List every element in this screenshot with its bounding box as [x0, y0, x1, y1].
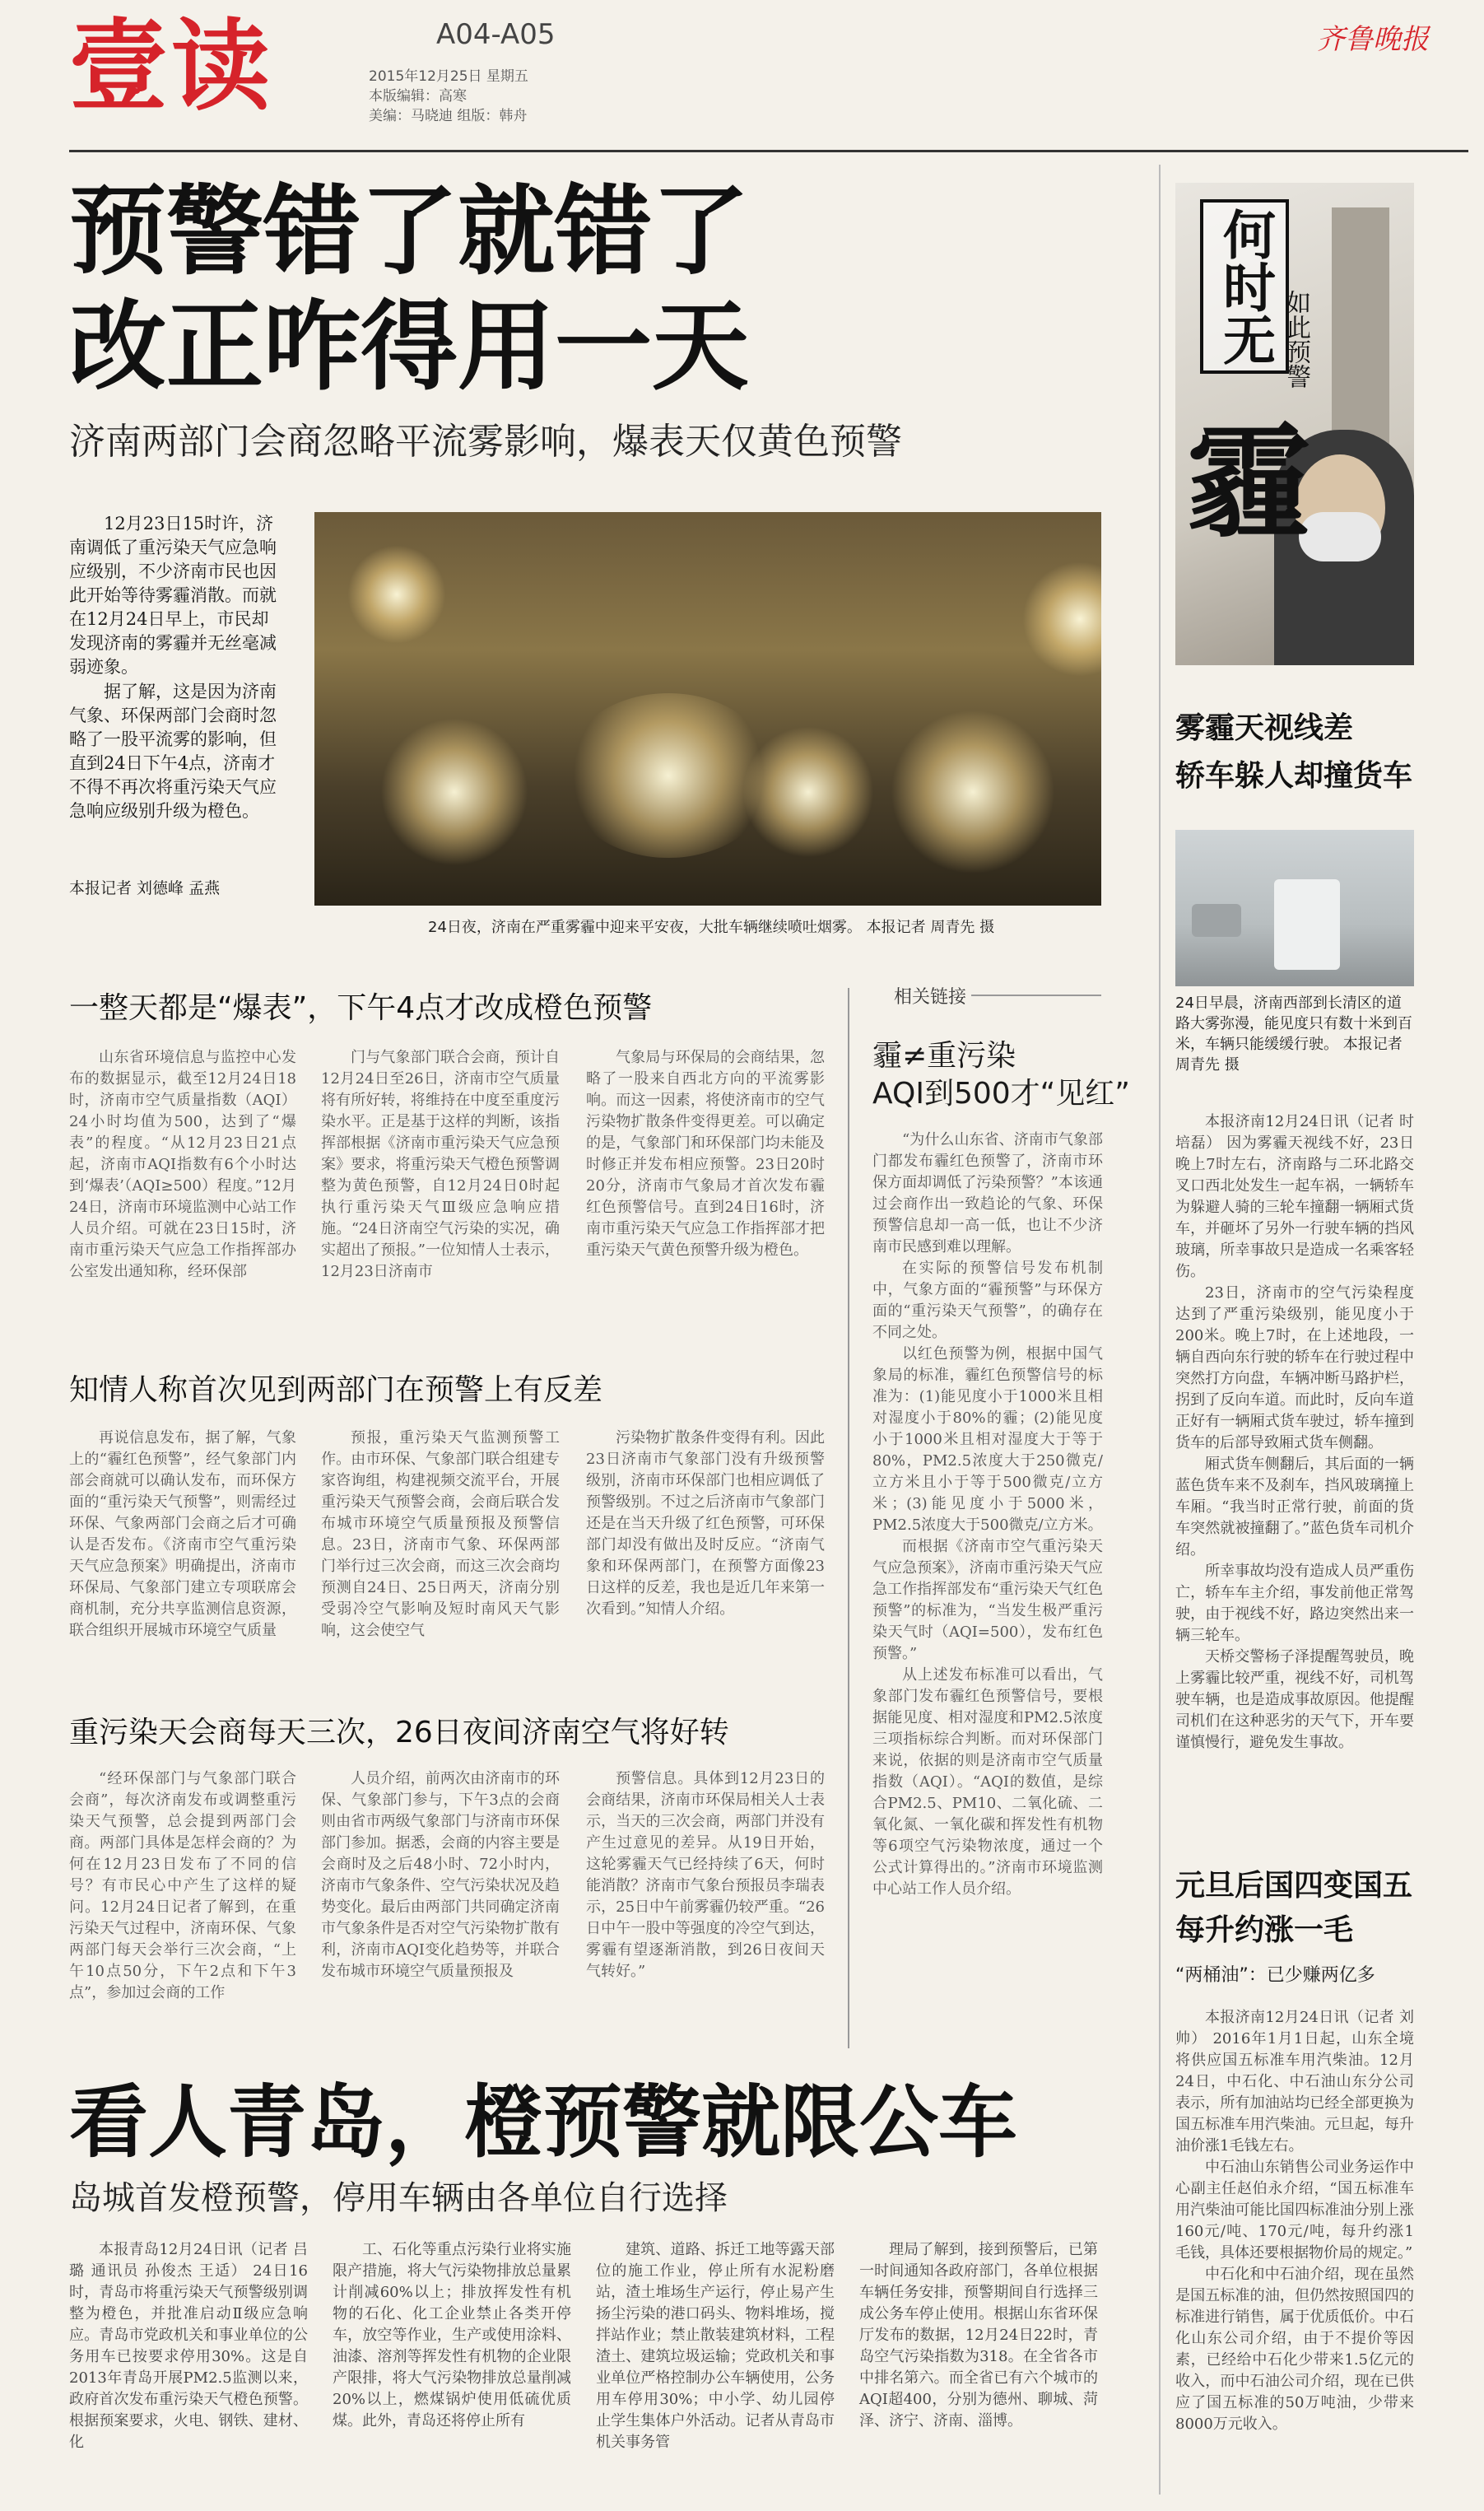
story1-body: 本报济南12月24日讯（记者 时培磊） 因为雾霾天视线不好，23日晚上7时左右，济南路与二环北路交叉口西北处发生一起车祸，一辆轿车为躲避人骑的三轮车撞翻一辆厢式货车，并砸坏了另外一行驶车辆的挡风玻璃，所幸事故只是造成一名乘客轻伤。 23日，济南市的空气污染程度达到了严重污染级别，能见度小于200米。晚上7时，在上述地段，一辆自西向东行驶的轿车在行驶过程中突然打方向盘，车辆冲断马路护栏，拐到了反向车道。而此时，反向车道正好有一辆厢式货车驶过，轿车撞到货车的后部导致厢式货车侧翻。 厢式货车侧翻后，其后面的一辆蓝色货车来不及刹车，挡风玻璃撞上车厢。“我当时正常行驶，前面的货车突然就被撞翻了。”蓝色货车司机介绍。 所幸事故均没有造成人员严重伤亡，轿车车主介绍，事发前他正常驾驶，由于视线不好，路边突然出来一辆三轮车。 天桥交警杨子泽提醒驾驶员，晚上雾霾比较严重，视线不好，司机驾驶车辆，也是造成事故原因。他提醒司机们在这种恶劣的天气下，开车要谨慎慢行，避免发生事故。 [1175, 1113, 1414, 1751]
section-1-col-1: 山东省环境信息与监控中心发布的数据显示，截至12月24日18时，济南市空气质量指数（AQI）24小时均值为500，达到了“爆表”的程度。“从12月23日21点起，济南市AQI指数有6个小时达到‘爆表’（AQI≥500）程度。”12月24日，济南市环境监测中心站工作人员介绍。可就在23日15时，济南市重污染天气应急工作指挥部办公室发出通知称，经环保部 [69, 1049, 296, 1280]
story1-title-line-2: 轿车躲人却撞货车 [1175, 759, 1413, 793]
related-title-line-1: 霾≠重污染 [872, 1039, 1016, 1073]
qingdao-col-1: 本报青岛12月24日讯（记者 吕璐 通讯员 孙俊杰 王适） 24日16时，青岛市将重污染天气预警级别调整为橙色，并批准启动Ⅱ级应急响应。青岛市党政机关和事业单位的公务用车已按要求停用30%。这是自2013年青岛开展PM2.5监测以来，政府首次发布重污染天气橙色预警。根据预案要求，火电、钢铁、建材、化 [69, 2241, 308, 2451]
banner-small-text: 如此预警 [1282, 290, 1310, 389]
qingdao-col-2: 工、石化等重点污染行业将实施限产措施，将大气污染物排放总量累计削减60%以上；排放挥发性有机物的石化、化工企业禁止各类开停车，放空等作业，生产或使用涂料、油漆、溶剂等挥发性有机物的企业限产限排，将大气污染物排放总量削减20%以上，燃煤锅炉使用低硫优质煤。此外，青岛还将停止所有 [333, 2241, 571, 2429]
story2-title-line-1: 元旦后国四变国五 [1175, 1869, 1413, 1903]
section-2-col-2: 预报，重污染天气监测预警工作。由市环保、气象部门联合组建专家咨询组，构建视频交流平台，开展重污染天气预警会商，会商后联合发布城市环境空气质量预报及预警信息。23日，济南市气象、环保两部门举行过三次会商，而这三次会商均预测自24日、25日两天，济南分别受弱冷空气影响及短时南风天气影响，这会使空气 [321, 1429, 560, 1639]
section-1-title: 一整天都是“爆表”，下午4点才改成橙色预警 [69, 991, 653, 1025]
section-1-col-3: 气象局与环保局的会商结果，忽略了一股来自西北方向的平流雾影响。而这一因素，将使济南市的空气污染物扩散条件变得更差。可以确定的是，气象部门和环保部门均未能及时修正并发布相应预警。23日20时20分，济南市气象局才首次发布霾红色预警信号。直到24日16时，济南市重污染天气应急工作指挥部才把重污染天气黄色预警升级为橙色。 [586, 1049, 825, 1259]
lead-paragraph-2: 据了解，这是因为济南气象、环保两部门会商时忽略了一股平流雾的影响，但直到24日下午4点，济南才不得不再次将重污染天气应急响应级别升级为橙色。 [69, 682, 277, 821]
page-design: 美编：马晓迪 组版：韩舟 [369, 108, 528, 124]
banner-big-text: 何时无 [1200, 199, 1289, 374]
related-title-line-2: AQI到500才“见红” [872, 1077, 1130, 1111]
lead-paragraph-1: 12月23日15时许，济南调低了重污染天气应急响应级别，不少济南市民也因此开始等待雾霾消散。而就在12月24日早上，市民却发现济南的雾霾并无丝毫减弱迹象。 [69, 514, 277, 677]
night-smog-traffic-photo [314, 512, 1101, 906]
masthead-rule [69, 150, 1468, 152]
newspaper-name: 齐鲁晚报 [1317, 23, 1429, 56]
section-2-title: 知情人称首次见到两部门在预警上有反差 [69, 1373, 603, 1407]
story1-title-line-1: 雾霾天视线差 [1175, 711, 1354, 745]
main-subhead: 济南两部门会商忽略平流雾影响，爆表天仅黄色预警 [69, 421, 902, 463]
banner-huge-text: 霾 [1187, 412, 1311, 555]
related-link-label: 相关链接 [894, 987, 967, 1008]
section-3-col-2: 人员介绍，前两次由济南市的环保、气象部门参与，下午3点的会商则由省市两级气象部门与济南市环保部门参加。据悉，会商的内容主要是会商时及之后48小时、72小时内，济南市气象条件、空气污染状况及趋势变化。最后由两部门共同确定济南市气象条件是否对空气污染物扩散有利，济南市AQI变化趋势等，并联合发布城市环境空气质量预报及 [321, 1770, 560, 1980]
qingdao-subhead: 岛城首发橙预警，停用车辆由各单位自行选择 [69, 2179, 728, 2217]
page-numbers: A04-A05 [436, 18, 556, 51]
qingdao-headline: 看人青岛，橙预警就限公车 [69, 2076, 1017, 2169]
section-3-col-3: 预警信息。具体到12月23日的会商结果，济南市环保局相关人士表示，当天的三次会商，两部门并没有产生过意见的差异。从19日开始，这轮雾霾天气已经持续了6天，何时能消散？济南市气象台预报员李瑞表示，25日中午前雾霾仍较严重。“26日中午一股中等强度的冷空气到达，雾霾有望逐渐消散，到26日夜间天气转好。” [586, 1770, 825, 1980]
story1-photo-caption: 24日早晨，济南西部到长清区的道路大雾弥漫，能见度只有数十米到百米，车辆只能缓缓行驶。 本报记者 周青先 摄 [1175, 995, 1412, 1074]
lead-byline: 本报记者 刘德峰 孟燕 [69, 879, 221, 897]
story2-body: 本报济南12月24日讯（记者 刘帅） 2016年1月1日起，山东全境将供应国五标准车用汽柴油。12月24日，中石化、中石油山东分公司表示，所有加油站均已经全部更换为国五标准车用汽柴油。元旦起，每升油价涨1毛钱左右。 中石油山东销售公司业务运作中心副主任赵伯永介绍，“国五标准车用汽柴油可能比国四标准油分别上涨160元/吨、170元/吨，每升约涨1毛钱，具体还要根据物价局的规定。” 中石化和中石油介绍，现在虽然是国五标准的油，但仍然按照国四的标准进行销售，属于优质低价。中石化山东公司介绍，由于不提价等因素，已经给中石化少带来1.5亿元的收入，而中石油公司介绍，现在已供应了国五标准的50万吨油，少带来8000万元收入。 [1175, 2009, 1414, 2433]
section-3-title: 重污染天会商每天三次，26日夜间济南空气将好转 [69, 1716, 729, 1749]
story2-deck: “两桶油”：已少赚两亿多 [1175, 1965, 1375, 1986]
related-box-divider [848, 988, 849, 2048]
main-headline-line-1: 预警错了就错了 [69, 175, 750, 288]
issue-date: 2015年12月25日 星期五 [369, 68, 528, 85]
qingdao-col-4: 理局了解到，接到预警后，已第一时间通知各政府部门，各单位根据车辆任务安排，预警期间自行选择三成公务车停止使用。根据山东省环保厅发布的数据，12月24日22时，青岛空气污染指数为318。在全省各市中排名第六。而全省已有六个城市的AQI超400，分别为德州、聊城、菏泽、济宁、济南、淄博。 [859, 2241, 1098, 2429]
related-body: “为什么山东省、济南市气象部门都发布霾红色预警了，济南市环保方面却调低了污染预警？”本该通过会商作出一致趋论的气象、环保预警信息却一高一低，也让不少济南市民感到难以理解。 在实际的预警信号发布机制中，气象方面的“霾预警”与环保方面的“重污染天气预警”，的确存在不同之处。 以红色预警为例，根据中国气象局的标准，霾红色预警信号的标准为：(1)能见度小于1000米且相对湿度小于80%的霾；(2)能见度小于1000米且相对湿度大于等于80%，PM2.5浓度大于250微克/立方米且小于等于500微克/立方米；(3)能见度小于5000米，PM2.5浓度大于500微克/立方米。 而根据《济南市空气重污染天气应急预案》，济南市重污染天气应急工作指挥部发布“重污染天气红色预警”的标准为，“当发生极严重污染天气时（AQI=500），发布红色预警。” 从上述发布标准可以看出，气象部门发布霾红色预警信号，要根据能见度、相对湿度和PM2.5浓度三项指标综合判断。而对环保部门来说，依据的则是济南市空气质量指数（AQI）。“AQI的数值，是综合PM2.5、PM10、二氧化硫、二氧化氮、一氧化碳和挥发性有机物等6项空气污染物浓度，通过一个公式计算得出的。”济南市环境监测中心站工作人员介绍。 [872, 1131, 1103, 1898]
qingdao-col-3: 建筑、道路、拆迁工地等露天部位的施工作业，停止所有水泥粉磨站，渣土堆场生产运行，停止易产生扬尘污染的港口码头、物料堆场，搅拌站作业；禁止散装建筑材料，工程渣土、建筑垃圾运输；党政机关和事业单位严格控制办公车辆使用，公务用车停用30%；中小学、幼儿园停止学生集体户外活动。记者从青岛市机关事务管 [596, 2241, 835, 2451]
section-3-col-1: “经环保部门与气象部门联合会商”，每次济南发布或调整重污染天气预警，总会提到两部门会商。两部门具体是怎样会商的？为何在12月23日发布了不同的信号？有市民心中产生了这样的疑问。12月24日记者了解到，在重污染天气过程中，济南环保、气象两部门每天会举行三次会商，“上午10点50分，下午2点和下午3点”，参加过会商的工作 [69, 1770, 296, 2001]
main-photo-caption: 24日夜，济南在严重雾霾中迎来平安夜，大批车辆继续喷吐烟雾。 本报记者 周青先 摄 [428, 919, 995, 936]
smog-banner-illustration [1175, 183, 1414, 665]
related-label-rule [971, 995, 1101, 996]
section-1-col-2: 门与气象部门联合会商，预计自12月24日至26日，济南市空气质量将有所好转，将维持在中度至重度污染水平。正是基于这样的判断，该指挥部根据《济南市重污染天气应急预案》要求，将重污染天气橙色预警调整为黄色预警，自12月24日0时起执行重污染天气Ⅲ级应急响应措施。“24日济南空气污染的实况，确实超出了预报。”一位知情人士表示，12月23日济南市 [321, 1049, 560, 1280]
section-2-col-1: 再说信息发布，据了解，气象上的“霾红色预警”，经气象部门内部会商就可以确认发布，而环保方面的“重污染天气预警”，则需经过环保、气象两部门会商之后才可确认是否发布。《济南市空气重污染天气应急预案》明确提出，济南市环保局、气象部门建立专项联席会商机制，充分共享监测信息资源，联合组织开展城市环境空气质量 [69, 1429, 296, 1639]
main-headline-line-2: 改正咋得用一天 [69, 290, 750, 403]
sidebar-divider [1159, 165, 1161, 2495]
foggy-road-photo [1175, 830, 1414, 986]
story2-title-line-2: 每升约涨一毛 [1175, 1913, 1354, 1947]
page-editor: 本版编辑：高寒 [369, 88, 467, 105]
section-2-col-3: 污染物扩散条件变得有利。因此23日济南市气象部门没有升级预警级别，济南市环保部门也相应调低了预警级别。不过之后济南市气象部门还是在当天升级了红色预警，可环保部门却没有做出及时反应。“济南气象和环保两部门，在预警方面像23日这样的反差，我也是近几年来第一次看到。”知情人介绍。 [586, 1429, 825, 1618]
masthead-logo: 壹读 [69, 10, 273, 124]
